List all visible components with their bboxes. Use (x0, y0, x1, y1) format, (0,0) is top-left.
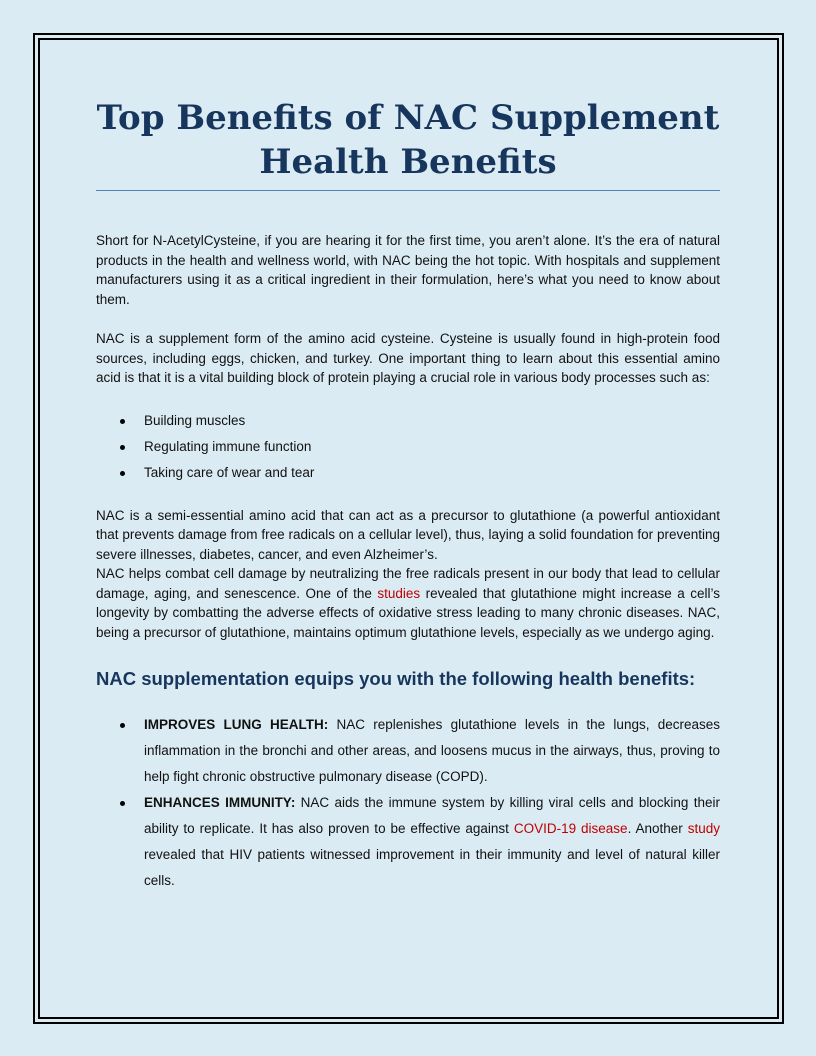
benefit-lung-health: IMPROVES LUNG HEALTH: NAC replenishes glutathione levels in the lungs, decreases inflammation in the bronchi and other areas, and loosens mucus in the airways, thus, proving to help fight chronic obstructive pulmonary disease (COPD). (96, 712, 720, 790)
benefit-label: ENHANCES IMMUNITY: (144, 795, 296, 810)
benefit-label: IMPROVES LUNG HEALTH: (144, 717, 329, 732)
studies-link[interactable]: studies (377, 585, 421, 601)
document-body (96, 96, 720, 894)
list-item: Building muscles (96, 408, 720, 434)
list-item: Regulating immune function (96, 434, 720, 460)
body-processes-list (96, 408, 720, 486)
benefit-immunity: ENHANCES IMMUNITY: NAC aids the immune system by killing viral cells and blocking their ability to replicate. It has also proven to be effective against COVID-19 disease. Another study revealed that HIV patients witnessed improvement in their immunity and level of natural killer cells. (96, 790, 720, 894)
intro-paragraph: Short for N-AcetylCysteine, if you are hearing it for the first time, you aren’t alone. It’s the era of natural products in the health and wellness world, with NAC being the hot topic. With hospitals and supplement manufacturers using it as a critical ingredient in their formulation, here’s what you need to know about them. (96, 233, 720, 307)
cysteine-paragraph: NAC is a supplement form of the amino acid cysteine. Cysteine is usually found in high-protein food sources, including eggs, chicken, and turkey. One important thing to learn about this essential amino acid is that it is a vital building block of protein playing a crucial role in various body processes such as: (96, 331, 720, 385)
list-item: Taking care of wear and tear (96, 460, 720, 486)
benefits-list (96, 712, 720, 894)
glutathione-paragraph: NAC is a semi-essential amino acid that can act as a precursor to glutathione (a powerful antioxidant that prevents damage from free radicals on a cellular level), thus, laying a solid foundation for preventing severe illnesses, diabetes, cancer, and even Alzheimer’s. (96, 507, 720, 562)
covid-link[interactable]: COVID-19 disease (513, 821, 628, 836)
study-link[interactable]: study (687, 821, 720, 836)
page-title: Top Benefits of NAC Supplement Health Benefits (96, 96, 720, 191)
benefits-heading: NAC supplementation equips you with the following health benefits: (96, 668, 696, 689)
cell-damage-paragraph: NAC helps combat cell damage by neutralizing the free radicals present in our body that lead to cellular damage, aging, and senescence. One of the studies revealed that glutathione might increase a cell’s longevity by combatting the adverse effects of oxidative stress leading to many chronic diseases. NAC, being a precursor of glutathione, maintains optimum glutathione levels, especially as we undergo aging. (96, 566, 720, 640)
